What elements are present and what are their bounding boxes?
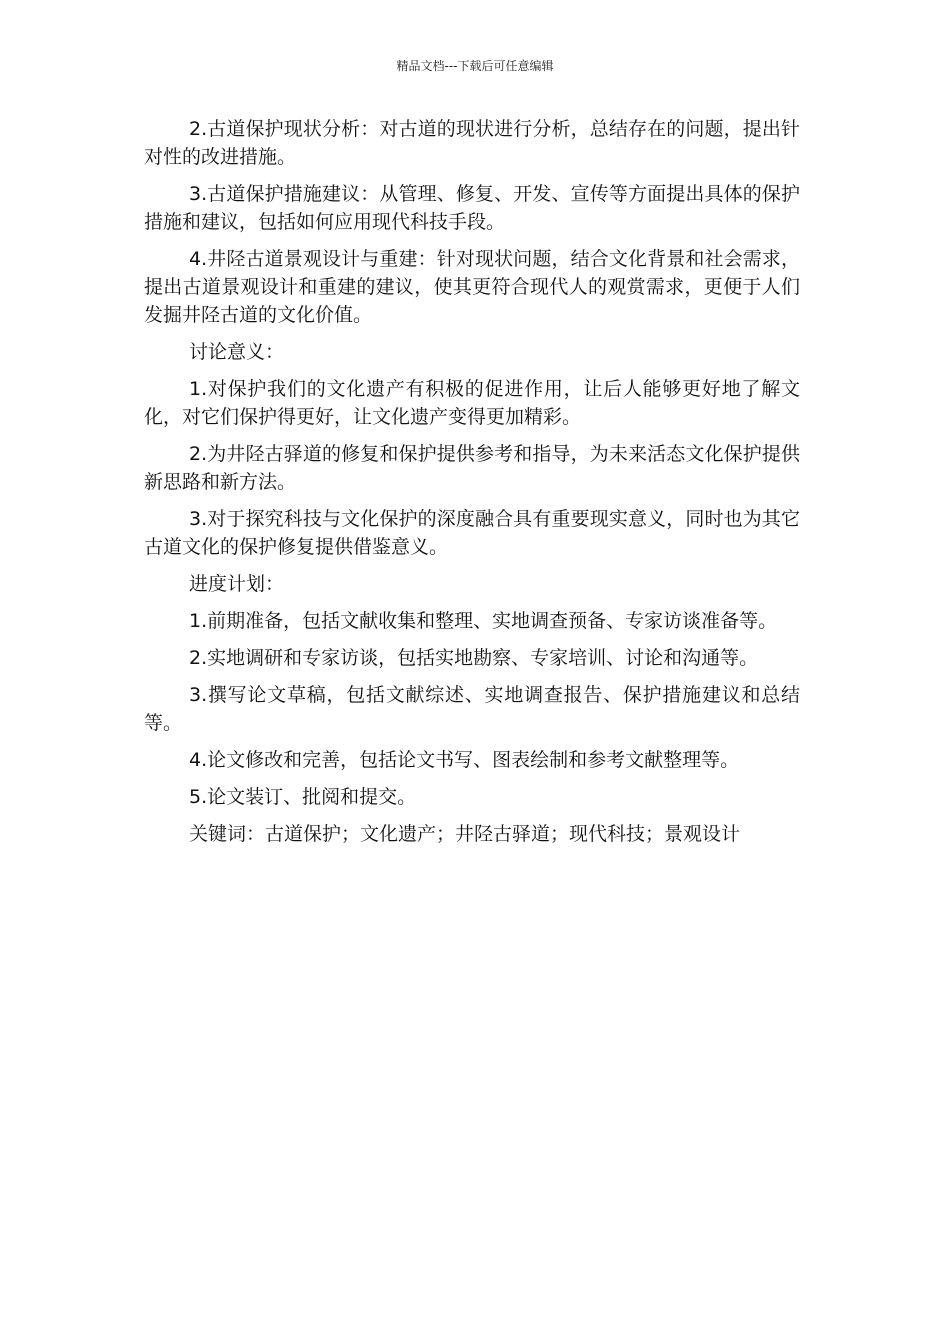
paragraph-schedule-4: 4.论文修改和完善，包括论文书写、图表绘制和参考文献整理等。	[189, 749, 740, 771]
paragraph-schedule-3: 3.撰写论文草稿，包括文献综述、实地调查报告、保护措施建议和总结等。	[144, 684, 800, 734]
paragraph-significance-1: 1.对保护我们的文化遗产有积极的促进作用，让后人能够更好地了解文化，对它们保护得更好，让文化遗产变得更加精彩。	[144, 378, 800, 428]
document-body	[144, 115, 800, 857]
paragraph-schedule-1: 1.前期准备，包括文献收集和整理、实地调查预备、专家访谈准备等。	[189, 610, 778, 632]
page-header: 精品文档---下载后可任意编辑	[396, 59, 554, 73]
section-heading-significance: 讨论意义：	[189, 341, 285, 363]
paragraph-protection-measures: 3.古道保护措施建议：从管理、修复、开发、宣传等方面提出具体的保护措施和建议，包括如何应用现代科技手段。	[144, 183, 800, 233]
paragraph-schedule-2: 2.实地调研和专家访谈，包括实地勘察、专家培训、讨论和沟通等。	[189, 647, 759, 669]
paragraph-status-analysis: 2.古道保护现状分析：对古道的现状进行分析，总结存在的问题，提出针对性的改进措施。	[144, 118, 800, 168]
paragraph-schedule-5: 5.论文装订、批阅和提交。	[189, 786, 417, 808]
paragraph-significance-3: 3.对于探究科技与文化保护的深度融合具有重要现实意义，同时也为其它古道文化的保护修复提供借鉴意义。	[144, 508, 800, 558]
paragraph-keywords: 关键词：古道保护；文化遗产；井陉古驿道；现代科技；景观设计	[189, 823, 741, 845]
paragraph-landscape-design: 4.井陉古道景观设计与重建：针对现状问题，结合文化背景和社会需求，提出古道景观设计和重建的建议，使其更符合现代人的观赏需求，更便于人们发掘井陉古道的文化价值。	[144, 248, 800, 326]
paragraph-significance-2: 2.为井陉古驿道的修复和保护提供参考和指导，为未来活态文化保护提供新思路和新方法。	[144, 443, 800, 493]
section-heading-schedule: 进度计划：	[189, 573, 285, 595]
